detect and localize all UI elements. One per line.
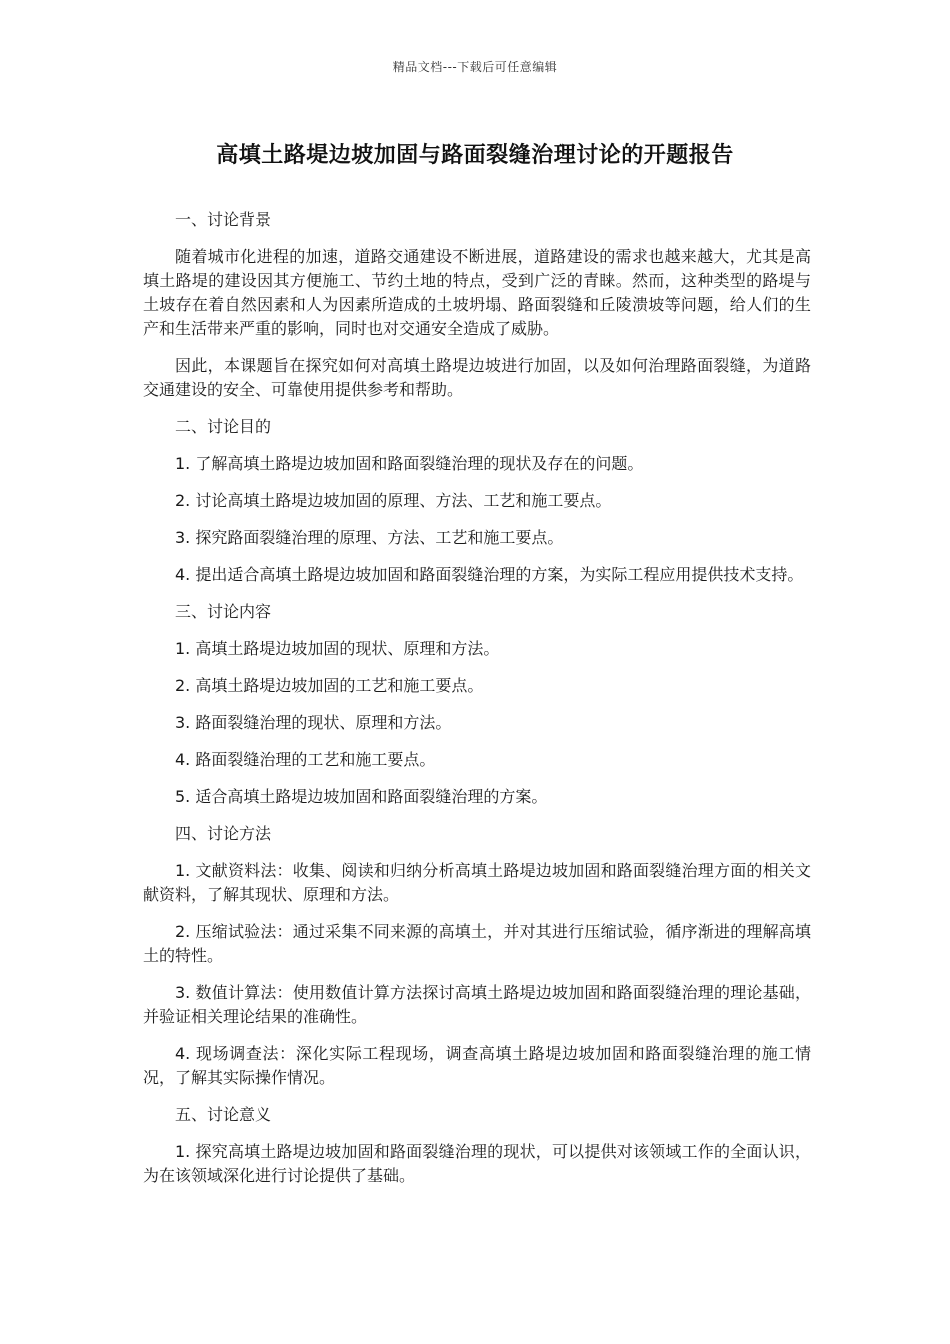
content-item-1: 1. 高填土路堤边坡加固的现状、原理和方法。 [175,639,500,658]
page-header: 精品文档---下载后可任意编辑 [392,60,558,74]
purpose-item-3: 3. 探究路面裂缝治理的原理、方法、工艺和施工要点。 [175,528,564,547]
significance-item-1: 1. 探究高填土路堤边坡加固和路面裂缝治理的现状，可以提供对该领域工作的全面认识，为在该领域深化进行讨论提供了基础。 [143,1142,811,1185]
section-heading-methods: 四、讨论方法 [175,824,272,843]
document-body [143,208,811,1201]
section-heading-background: 一、讨论背景 [175,210,272,229]
purpose-item-4: 4. 提出适合高填土路堤边坡加固和路面裂缝治理的方案，为实际工程应用提供技术支持。 [175,565,804,584]
content-item-5: 5. 适合高填土路堤边坡加固和路面裂缝治理的方案。 [175,787,548,806]
method-item-2: 2. 压缩试验法：通过采集不同来源的高填土，并对其进行压缩试验，循序渐进的理解高填土的特性。 [143,922,811,965]
section-heading-significance: 五、讨论意义 [175,1105,272,1124]
paragraph-background-2: 因此，本课题旨在探究如何对高填土路堤边坡进行加固，以及如何治理路面裂缝，为道路交通建设的安全、可靠使用提供参考和帮助。 [143,356,811,399]
purpose-item-1: 1. 了解高填土路堤边坡加固和路面裂缝治理的现状及存在的问题。 [175,454,644,473]
content-item-4: 4. 路面裂缝治理的工艺和施工要点。 [175,750,436,769]
document-title: 高填土路堤边坡加固与路面裂缝治理讨论的开题报告 [216,143,734,168]
content-item-3: 3. 路面裂缝治理的现状、原理和方法。 [175,713,452,732]
paragraph-background-1: 随着城市化进程的加速，道路交通建设不断进展，道路建设的需求也越来越大，尤其是高填土路堤的建设因其方便施工、节约土地的特点，受到广泛的青睐。然而，这种类型的路堤与土坡存在着自然因素和人为因素所造成的土坡坍塌、路面裂缝和丘陵溃坡等问题，给人们的生产和生活带来严重的影响，同时也对交通安全造成了威胁。 [143,247,811,338]
method-item-1: 1. 文献资料法：收集、阅读和归纳分析高填土路堤边坡加固和路面裂缝治理方面的相关文献资料，了解其现状、原理和方法。 [143,861,811,904]
section-heading-content: 三、讨论内容 [175,602,272,621]
section-heading-purpose: 二、讨论目的 [175,417,272,436]
purpose-item-2: 2. 讨论高填土路堤边坡加固的原理、方法、工艺和施工要点。 [175,491,612,510]
content-item-2: 2. 高填土路堤边坡加固的工艺和施工要点。 [175,676,484,695]
method-item-4: 4. 现场调查法：深化实际工程现场，调查高填土路堤边坡加固和路面裂缝治理的施工情况，了解其实际操作情况。 [143,1044,811,1087]
method-item-3: 3. 数值计算法：使用数值计算方法探讨高填土路堤边坡加固和路面裂缝治理的理论基础，并验证相关理论结果的准确性。 [143,983,811,1026]
